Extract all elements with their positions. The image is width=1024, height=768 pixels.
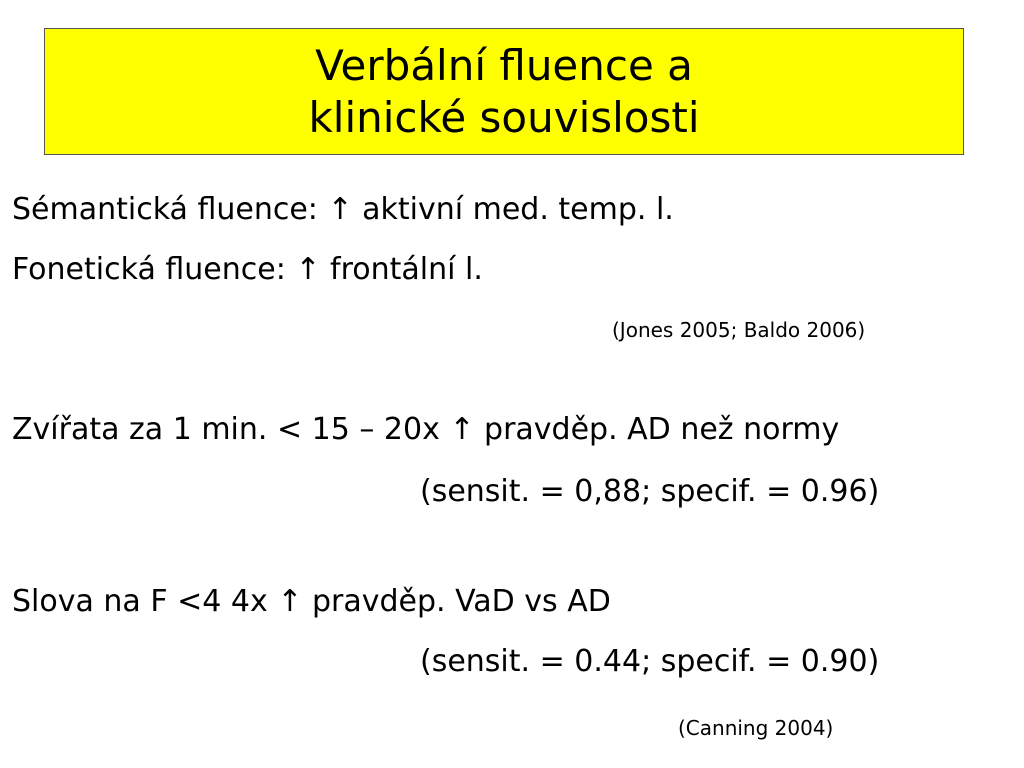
words-f-fluency-text: Slova na F <4 4x ↑ pravděp. VaD vs AD	[12, 584, 611, 619]
animals-stats-text: (sensit. = 0,88; specif. = 0.96)	[420, 474, 880, 509]
semantic-fluency-text: Sémantická fluence: ↑ aktivní med. temp. l.	[12, 192, 674, 227]
phonetic-fluency-text: Fonetická fluence: ↑ frontální l.	[12, 252, 483, 287]
citation-canning: (Canning 2004)	[678, 716, 834, 740]
citation-jones-baldo: (Jones 2005; Baldo 2006)	[612, 318, 866, 342]
title-line-2: klinické souvislosti	[308, 92, 700, 142]
words-f-stats-text: (sensit. = 0.44; specif. = 0.90)	[420, 644, 880, 679]
title-box	[44, 28, 964, 155]
animals-fluency-text: Zvířata za 1 min. < 15 – 20x ↑ pravděp. AD než normy	[12, 412, 840, 447]
title-line-1: Verbální fluence a	[315, 40, 693, 90]
